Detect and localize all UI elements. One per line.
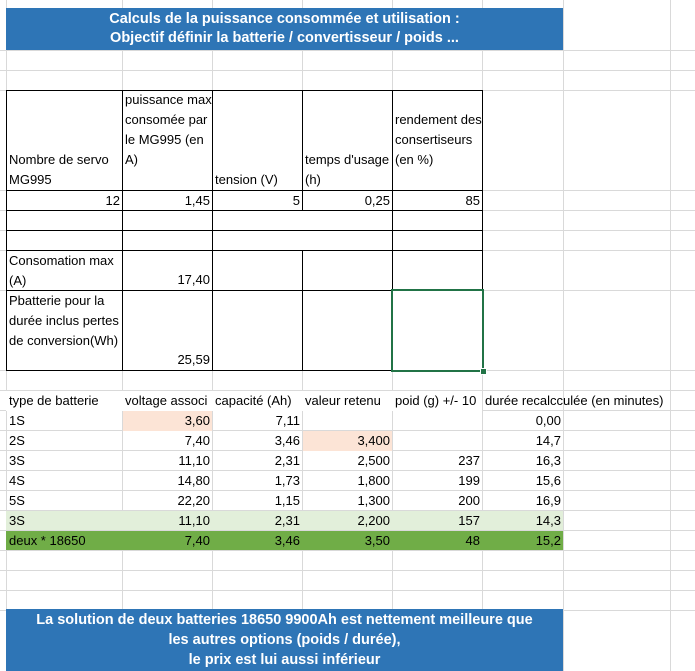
cell-weight[interactable] [393,411,482,431]
col-battery-type: type de batterie [6,391,122,411]
col-capacity: capacité (Ah) [212,391,302,411]
cell-type[interactable]: 2S [9,433,25,448]
cell-capacity[interactable]: 1,15 [274,493,300,508]
conclusion-line-3: le prix est lui aussi inférieur [188,652,381,668]
value-voltage[interactable]: 5 [292,193,300,208]
cell-retained[interactable] [303,411,392,431]
cell-duration[interactable]: 16,9 [535,493,561,508]
value-efficiency[interactable]: 85 [465,193,480,208]
cell-retained[interactable]: 1,800 [357,473,390,488]
cell-weight[interactable]: 199 [458,473,480,488]
label-max-consumption: Consomation max (A) [9,253,114,288]
cell-type[interactable]: 1S [9,413,25,428]
cell-voltage[interactable]: 7,40 [184,433,210,448]
value-max-current[interactable]: 1,45 [184,193,210,208]
cell-voltage[interactable]: 3,60 [123,411,212,431]
label-battery-energy: Pbatterie pour la durée inclus pertes de conversion(Wh) [9,293,119,348]
cell-type[interactable]: 5S [9,493,25,508]
cell-duration[interactable]: 16,3 [535,453,561,468]
header-servo-count: Nombre de servo MG995 [9,152,109,187]
cell-type[interactable]: deux * 18650 [9,533,86,548]
value-servo-count[interactable]: 12 [105,193,120,208]
cell-retained[interactable]: 2,200 [357,513,390,528]
cell-capacity[interactable]: 2,31 [274,513,300,528]
title-line-1: Calculs de la puissance consommée et utilisation : [109,11,460,27]
conclusion-line-2: les autres options (poids / durée), [168,632,401,648]
cell-capacity[interactable]: 2,31 [274,453,300,468]
cell-retained[interactable]: 3,400 [303,431,392,451]
value-max-consumption[interactable]: 17,40 [177,272,210,287]
cell-duration[interactable]: 14,3 [535,513,561,528]
cell-capacity[interactable]: 1,73 [274,473,300,488]
fill-handle[interactable] [480,368,487,375]
title-banner [6,8,563,50]
cell-retained[interactable]: 2,500 [357,453,390,468]
cell-voltage[interactable]: 14,80 [177,473,210,488]
value-usage-time[interactable]: 0,25 [364,193,390,208]
cell-voltage[interactable]: 7,40 [184,533,210,548]
col-weight: poid (g) +/- 10 [392,391,482,411]
cell-weight[interactable]: 48 [465,533,480,548]
cell-capacity[interactable]: 3,46 [274,533,300,548]
header-usage-time: temps d'usage (h) [305,152,390,187]
cell-type[interactable]: 3S [9,453,25,468]
conclusion-line-1: La solution de deux batteries 18650 9900Ah est nettement meilleure que [36,612,533,628]
cell-duration[interactable]: 15,6 [535,473,561,488]
col-voltage: voltage associ [122,391,212,411]
conclusion-banner [6,609,563,671]
title-line-2: Objectif définir la batterie / convertisseur / poids ... [110,30,459,46]
cell-voltage[interactable]: 22,20 [177,493,210,508]
cell-capacity[interactable]: 7,11 [275,413,300,428]
cell-voltage[interactable]: 11,10 [178,453,210,468]
cell-duration[interactable]: 14,7 [535,433,561,448]
cell-weight[interactable]: 200 [458,493,480,508]
header-max-current: puissance max consomée par le MG995 (en A) [125,92,212,167]
cell-retained[interactable]: 3,50 [364,533,390,548]
header-efficiency: rendement des consertiseurs (en %) [395,112,482,167]
col-retained: valeur retenu [302,391,392,411]
cell-weight[interactable] [393,431,482,451]
value-battery-energy[interactable]: 25,59 [177,352,210,367]
cell-type[interactable]: 4S [9,473,25,488]
cell-retained[interactable]: 1,300 [357,493,390,508]
header-voltage: tension (V) [215,172,278,187]
selected-cell[interactable] [391,289,484,372]
cell-duration[interactable]: 15,2 [535,533,561,548]
cell-weight[interactable]: 157 [458,513,480,528]
cell-weight[interactable]: 237 [458,453,480,468]
cell-capacity[interactable]: 3,46 [274,433,300,448]
cell-type[interactable]: 3S [9,513,25,528]
cell-voltage[interactable]: 11,10 [178,513,210,528]
cell-duration[interactable]: 0,00 [535,413,561,428]
col-duration: durée recalcculée (en minutes) [485,393,664,408]
